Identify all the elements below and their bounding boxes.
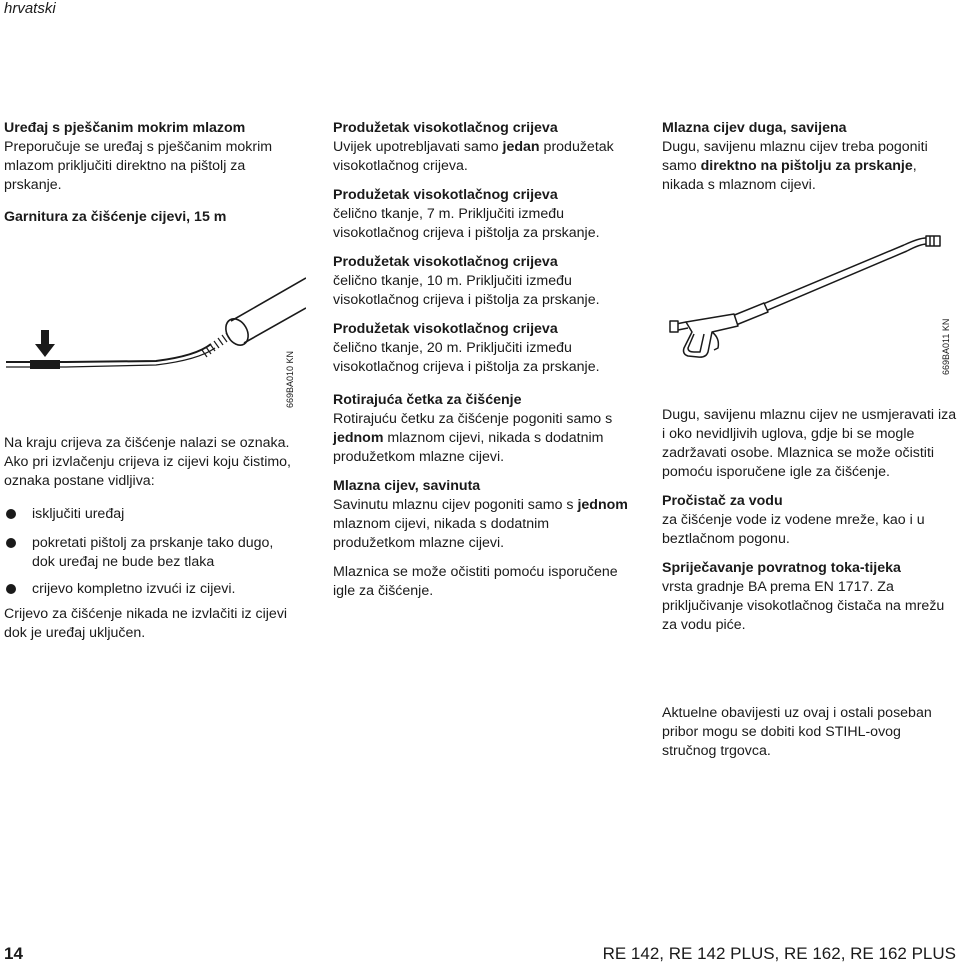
text-extension-single bbox=[333, 138, 633, 176]
bold-text: jedan bbox=[502, 139, 540, 155]
column-3 bbox=[662, 119, 958, 195]
heading-extension: Produžetak visokotlačnog crijeva bbox=[333, 254, 558, 270]
block-rotating-brush bbox=[333, 391, 633, 467]
steps-list bbox=[4, 505, 294, 599]
list-item: crijevo kompletno izvući iz cijevi. bbox=[4, 580, 294, 599]
heading-sandblast: Uređaj s pješčanim mokrim mlazom bbox=[4, 120, 246, 136]
heading-long-lance: Mlazna cijev duga, savijena bbox=[662, 120, 847, 136]
heading-backflow: Spriječavanje povratnog toka-tijeka bbox=[662, 560, 901, 576]
text-water-filter: za čišćenje vode iz vodene mreže, kao i u beztlačnom pogonu. bbox=[662, 512, 925, 547]
text-extension-7m: čelično tkanje, 7 m. Priključiti između visokotlačnog crijeva i pištolja za prskanje. bbox=[333, 206, 600, 241]
list-item: pokretati pištolj za prskanje tako dugo, dok uređaj ne bude bez tlaka bbox=[4, 534, 294, 572]
bold-text: jednom bbox=[333, 430, 384, 446]
text-part: mlaznom cijevi, nikada s dodatnim produžetkom mlazne cijevi. bbox=[333, 516, 550, 551]
block-backflow bbox=[662, 559, 958, 635]
text-sandblast: Preporučuje se uređaj s pješčanim mokrim mlazom priključiti direktno na pištolj za prskanje. bbox=[4, 139, 273, 193]
text-extension-10m: čelično tkanje, 10 m. Priključiti između visokotlačnog crijeva i pištolja za prskanje. bbox=[333, 273, 600, 308]
text-part: produžetak visokotlačnog crijeva. bbox=[333, 139, 614, 174]
dealer-note bbox=[662, 704, 958, 761]
block-extension-1 bbox=[333, 119, 633, 176]
heading-extension: Produžetak visokotlačnog crijeva bbox=[333, 187, 558, 203]
text-bent-lance bbox=[333, 496, 633, 553]
column-3-lower bbox=[662, 406, 958, 645]
text-warning: Crijevo za čišćenje nikada ne izvlačiti iz cijevi dok je uređaj uključen. bbox=[4, 606, 288, 641]
text-backflow: vrsta gradnje BA prema EN 1717. Za priključivanje visokotlačnog čistača na mrežu za vodu piće. bbox=[662, 579, 945, 633]
text-extension-20m: čelično tkanje, 20 m. Priključiti između visokotlačnog crijeva i pištolja za prskanje. bbox=[333, 340, 600, 375]
heading-rotating-brush: Rotirajuća četka za čišćenje bbox=[333, 392, 522, 408]
text-marker-visible: Na kraju crijeva za čišćenje nalazi se oznaka. Ako pri izvlačenju crijeva iz cijevi koju čistimo, oznaka postane vidljiva: bbox=[4, 435, 291, 489]
bold-text: direktno na pištolju za prskanje bbox=[700, 158, 913, 174]
heading-bent-lance: Mlazna cijev, savinuta bbox=[333, 478, 481, 494]
spray-lance-illustration bbox=[664, 228, 960, 388]
column-1 bbox=[4, 119, 294, 227]
text-part: Dugu, savijenu mlaznu cijev treba pogoniti samo bbox=[662, 139, 928, 174]
block-extension-10m bbox=[333, 253, 633, 310]
text-rotating-brush bbox=[333, 410, 633, 467]
text-part: mlaznom cijevi, nikada s dodatnim produžetkom mlazne cijevi. bbox=[333, 430, 604, 465]
figure-code-2: 669BA011 KN bbox=[941, 318, 951, 375]
text-nozzle-cleaning: Mlaznica se može očistiti pomoću isporučene igle za čišćenje. bbox=[333, 564, 618, 599]
pipe-cleaning-illustration bbox=[6, 258, 306, 418]
text-part: Rotirajuću četku za čišćenje pogoniti samo s bbox=[333, 411, 613, 427]
page-number: 14 bbox=[4, 944, 23, 963]
language-label: hrvatski bbox=[4, 0, 56, 17]
heading-water-filter: Pročistač za vodu bbox=[662, 493, 783, 509]
column-1-lower bbox=[4, 434, 294, 643]
text-long-lance bbox=[662, 138, 958, 195]
figure-code-1: 669BA010 KN bbox=[285, 350, 295, 408]
heading-extension: Produžetak visokotlačnog crijeva bbox=[333, 120, 558, 136]
text-dealer-info: Aktuelne obavijesti uz ovaj i ostali poseban pribor mogu se dobiti kod STIHL-ovog stručnog trgovca. bbox=[662, 705, 932, 759]
text-long-lance-warning: Dugu, savijenu mlaznu cijev ne usmjeravati iza i oko nevidljivih uglova, gdje bi se mogle zadržavati osobe. Mlaznica se može očistiti pomoću isporučene igle za čišćenje. bbox=[662, 407, 957, 480]
block-extension-20m bbox=[333, 320, 633, 377]
text-part: , nikada s mlaznom cijevi. bbox=[662, 158, 917, 193]
text-part: Savinutu mlaznu cijev pogoniti samo s bbox=[333, 497, 578, 513]
list-item: isključiti uređaj bbox=[4, 505, 294, 524]
heading-extension: Produžetak visokotlačnog crijeva bbox=[333, 321, 558, 337]
column-2 bbox=[333, 119, 633, 601]
block-extension-7m bbox=[333, 186, 633, 243]
bold-text: jednom bbox=[577, 497, 628, 513]
model-list: RE 142, RE 142 PLUS, RE 162, RE 162 PLUS bbox=[602, 944, 956, 963]
block-water-filter bbox=[662, 492, 958, 549]
heading-pipe-cleaning-set: Garnitura za čišćenje cijevi, 15 m bbox=[4, 209, 227, 225]
block-bent-lance bbox=[333, 477, 633, 553]
text-part: Uvijek upotrebljavati samo bbox=[333, 139, 503, 155]
